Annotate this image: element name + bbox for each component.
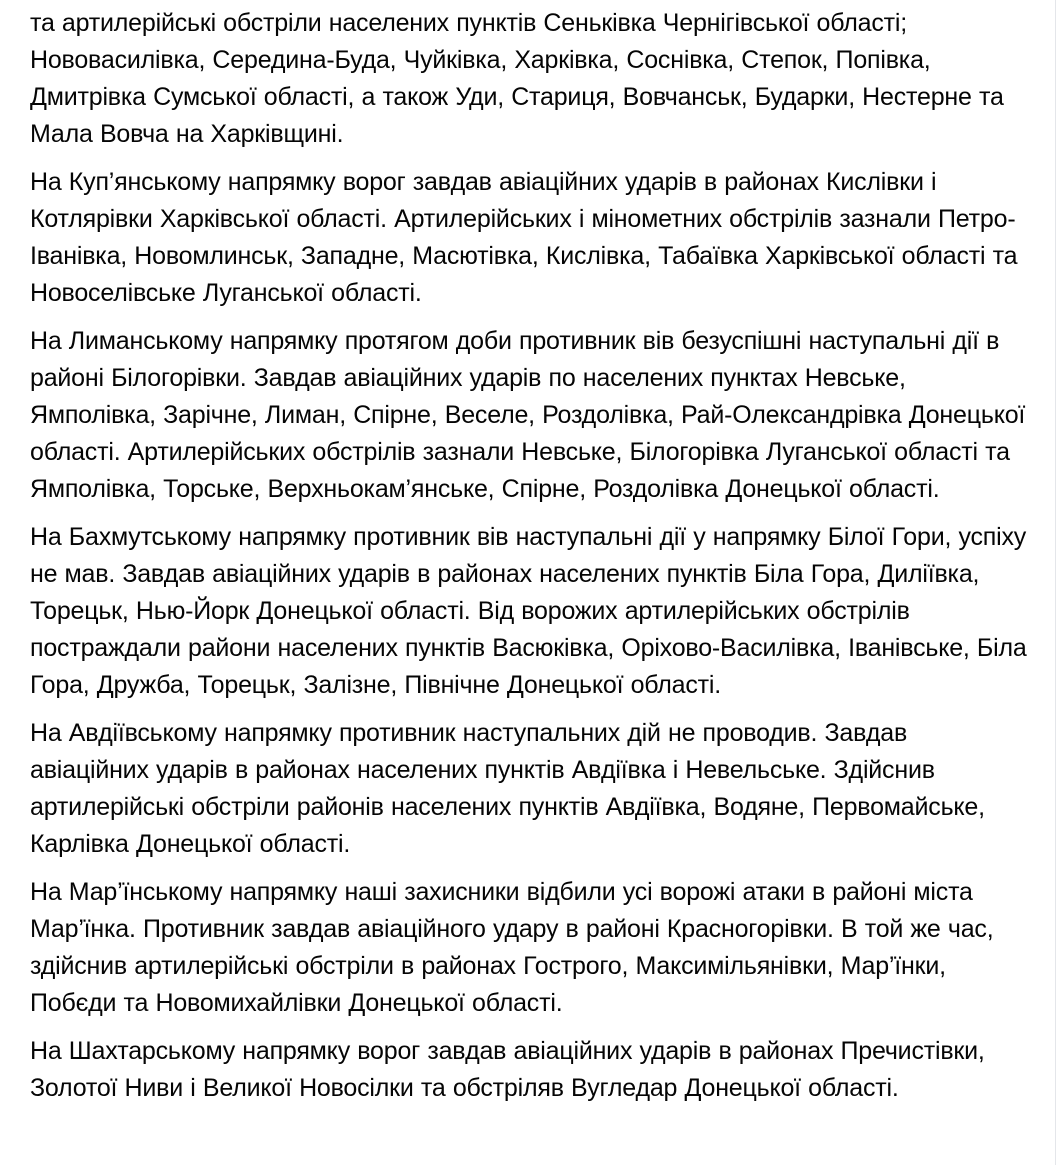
post-paragraph-shakhtarsk-direction: На Шахтарському напрямку ворог завдав авіаційних ударів в районах Пречистівки, Золотої Ниви і Великої Новосілки та обстріляв Вугледар Донецької області. xyxy=(30,1037,985,1102)
post-paragraph-avdiivka-direction: На Авдіївському напрямку противник наступальних дій не проводив. Завдав авіаційних ударів в районах населених пунктів Авдіївка і Невельське. Здійснив артилерійські обстріли районів населених пунктів Авдіївка, Водяне, Первомайське, Карлівка Донецької області. xyxy=(30,719,985,858)
post-paragraph-kupyansk-direction: На Куп’янському напрямку ворог завдав авіаційних ударів в районах Кислівки і Котлярівки Харківської області. Артилерійських і мінометних обстрілів зазнали Петро-Іванівка, Новомлинськ, Западне, Масютівка, Кислівка, Табаївка Харківської області та Новоселівське Луганської області. xyxy=(30,168,1018,307)
post-paragraph-bakhmut-direction: На Бахмутському напрямку противник вів наступальні дії у напрямку Білої Гори, успіху не мав. Завдав авіаційних ударів в районах населених пунктів Біла Гора, Диліївка, Торецьк, Нью-Йорк Донецької області. Від ворожих артилерійських обстрілів постраждали райони населених пунктів Васюківка, Оріхово-Василівка, Іванівське, Біла Гора, Дружба, Торецьк, Залізне, Північне Донецької області. xyxy=(30,523,1027,699)
post-paragraph-lyman-direction: На Лиманському напрямку протягом доби противник вів безуспішні наступальні дії в районі Білогорівки. Завдав авіаційних ударів по населених пунктах Невське, Ямполівка, Зарічне, Лиман, Спірне, Веселе, Роздолівка, Рай-Олександрівка Донецької області. Артилерійських обстрілів зазнали Невське, Білогорівка Луганської області та Ямполівка, Торське, Верхньокам’янське, Спірне, Роздолівка Донецької області. xyxy=(30,327,1026,503)
post-paragraph-sumy-kharkiv-shelling: та артилерійські обстріли населених пунктів Сеньківка Чернігівської області; Нововасилівка, Середина-Буда, Чуйківка, Харківка, Соснівка, Степок, Попівка, Дмитрівка Сумської області, а також Уди, Стариця, Вовчанськ, Бударки, Нестерне та Мала Вовча на Харківщині. xyxy=(30,9,1004,148)
post-paragraph-marinka-direction: На Мар’їнському напрямку наші захисники відбили усі ворожі атаки в районі міста Мар’їнка. Противник завдав авіаційного удару в районі Красногорівки. В той же час, здійснив артилерійські обстріли в районах Гострого, Максимільянівки, Мар’їнки, Побєди та Новомихайлівки Донецької області. xyxy=(30,878,994,1017)
